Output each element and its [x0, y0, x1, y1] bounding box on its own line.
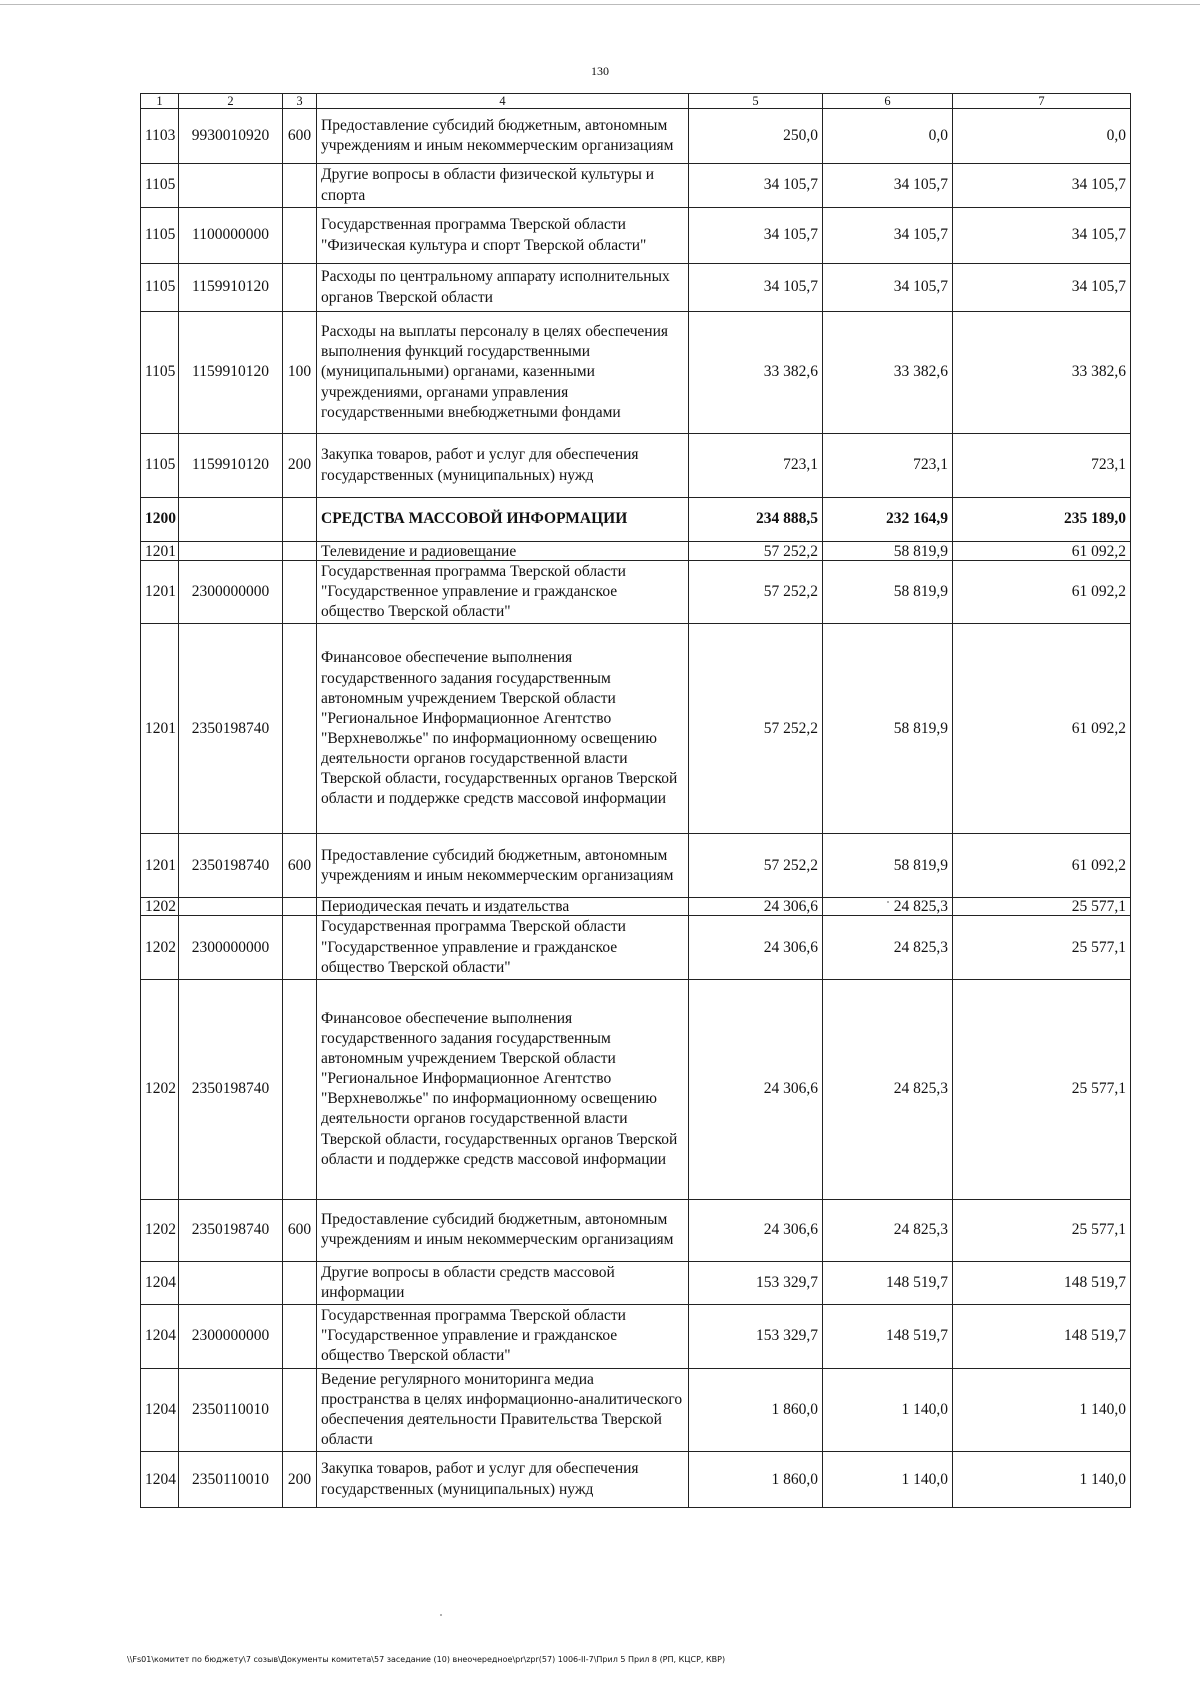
amount-col6-cell: 232 164,9	[823, 498, 953, 542]
amount-col5-cell: 24 306,6	[689, 1199, 823, 1261]
table-row	[141, 264, 1131, 312]
section-code-cell: 1103	[141, 109, 179, 164]
expense-type-code-cell: 600	[283, 834, 317, 898]
amount-col7-cell: 235 189,0	[953, 498, 1131, 542]
description-cell: Расходы на выплаты персоналу в целях обеспечения выполнения функций государственными (муниципальными) органами, казенными учреждениями, органами управления государственными внебюджетными фондами	[317, 312, 689, 434]
table-row	[141, 1452, 1131, 1508]
table-row	[141, 208, 1131, 264]
amount-col7-cell: 33 382,6	[953, 312, 1131, 434]
target-item-code-cell: 1159910120	[179, 434, 283, 498]
table-row	[141, 164, 1131, 208]
amount-col7-cell: 25 577,1	[953, 916, 1131, 979]
section-code-cell: 1201	[141, 624, 179, 834]
amount-col5-cell: 723,1	[689, 434, 823, 498]
expense-type-code-cell	[283, 979, 317, 1199]
amount-col5-cell: 250,0	[689, 109, 823, 164]
amount-col7-cell: 25 577,1	[953, 1199, 1131, 1261]
amount-col7-cell: 34 105,7	[953, 208, 1131, 264]
expense-type-code-cell	[283, 561, 317, 624]
amount-col6-cell: 34 105,7	[823, 264, 953, 312]
target-item-code-cell: 1159910120	[179, 312, 283, 434]
section-code-cell: 1105	[141, 208, 179, 264]
amount-col7-cell: 148 519,7	[953, 1261, 1131, 1304]
amount-col5-cell: 34 105,7	[689, 264, 823, 312]
section-code-cell: 1105	[141, 264, 179, 312]
target-item-code-cell: 1100000000	[179, 208, 283, 264]
expense-type-code-cell	[283, 264, 317, 312]
section-code-cell: 1204	[141, 1368, 179, 1452]
amount-col6-cell: 1 140,0	[823, 1368, 953, 1452]
table-row	[141, 834, 1131, 898]
description-cell: Ведение регулярного мониторинга медиа пространства в целях информационно-аналитического обеспечения деятельности Правительства Тверской области	[317, 1368, 689, 1452]
expense-type-code-cell: 200	[283, 434, 317, 498]
amount-col6-cell: 34 105,7	[823, 164, 953, 208]
amount-col7-cell: 1 140,0	[953, 1452, 1131, 1508]
description-cell: Государственная программа Тверской области "Государственное управление и гражданское общество Тверской области"	[317, 916, 689, 979]
amount-col5-cell: 1 860,0	[689, 1452, 823, 1508]
description-cell: СРЕДСТВА МАССОВОЙ ИНФОРМАЦИИ	[317, 498, 689, 542]
description-cell: Периодическая печать и издательства	[317, 898, 689, 916]
section-code-cell: 1202	[141, 898, 179, 916]
amount-col5-cell: 24 306,6	[689, 898, 823, 916]
table-row	[141, 1305, 1131, 1368]
column-number-row	[141, 94, 1131, 109]
amount-col7-cell: 148 519,7	[953, 1305, 1131, 1368]
amount-col7-cell: 61 092,2	[953, 834, 1131, 898]
description-cell: Финансовое обеспечение выполнения государственного задания государственным автономным учреждением Тверской области "Региональное Информационное Агентство "Верхневолжье" по информационному освещению деятельности органов государственной власти Тверской области, государственных органов Тверской области и поддержке средств массовой информации	[317, 979, 689, 1199]
scan-speck	[440, 1614, 442, 1616]
target-item-code-cell: 9930010920	[179, 109, 283, 164]
amount-col6-cell: 24 825,3	[823, 979, 953, 1199]
amount-col6-cell: 58 819,9	[823, 542, 953, 561]
table-row	[141, 1368, 1131, 1452]
section-code-cell: 1204	[141, 1305, 179, 1368]
column-number: 3	[283, 94, 317, 109]
target-item-code-cell: 2350110010	[179, 1452, 283, 1508]
description-cell: Предоставление субсидий бюджетным, автономным учреждениям и иным некоммерческим организациям	[317, 109, 689, 164]
amount-col6-cell: 24 825,3	[823, 1199, 953, 1261]
target-item-code-cell: 2350198740	[179, 1199, 283, 1261]
amount-col7-cell: 61 092,2	[953, 561, 1131, 624]
expense-type-code-cell	[283, 624, 317, 834]
amount-col6-cell: 148 519,7	[823, 1261, 953, 1304]
description-cell: Закупка товаров, работ и услуг для обеспечения государственных (муниципальных) нужд	[317, 434, 689, 498]
target-item-code-cell: 2350110010	[179, 1368, 283, 1452]
column-number: 1	[141, 94, 179, 109]
amount-col6-cell: 58 819,9	[823, 624, 953, 834]
table-row	[141, 898, 1131, 916]
column-number: 2	[179, 94, 283, 109]
amount-col6-cell: 58 819,9	[823, 834, 953, 898]
table-row	[141, 109, 1131, 164]
amount-col5-cell: 57 252,2	[689, 542, 823, 561]
amount-col5-cell: 33 382,6	[689, 312, 823, 434]
section-code-cell: 1105	[141, 312, 179, 434]
expense-type-code-cell	[283, 542, 317, 561]
amount-col5-cell: 57 252,2	[689, 624, 823, 834]
target-item-code-cell: 2350198740	[179, 979, 283, 1199]
column-number: 4	[317, 94, 689, 109]
amount-col6-cell: 58 819,9	[823, 561, 953, 624]
target-item-code-cell: 1159910120	[179, 264, 283, 312]
file-path-footer: \\Fs01\комитет по бюджету\7 созыв\Документы комитета\57 заседание (10) внеочередное\pr\zpr(57) 1006-II-7\Прил 5 Прил 8 (РП, КЦСР, КВР)	[127, 1655, 726, 1664]
amount-col5-cell: 24 306,6	[689, 979, 823, 1199]
expense-type-code-cell	[283, 498, 317, 542]
description-cell: Финансовое обеспечение выполнения государственного задания государственным автономным учреждением Тверской области "Региональное Информационное Агентство "Верхневолжье" по информационному освещению деятельности органов государственной власти Тверской области, государственных органов Тверской области и поддержке средств массовой информации	[317, 624, 689, 834]
scan-speck	[887, 901, 889, 903]
amount-col7-cell: 0,0	[953, 109, 1131, 164]
target-item-code-cell: 2300000000	[179, 916, 283, 979]
page-number: 130	[591, 64, 609, 78]
table-row	[141, 542, 1131, 561]
section-code-cell: 1202	[141, 916, 179, 979]
target-item-code-cell: 2350198740	[179, 624, 283, 834]
amount-col5-cell: 57 252,2	[689, 561, 823, 624]
amount-col7-cell: 1 140,0	[953, 1368, 1131, 1452]
expense-type-code-cell	[283, 1305, 317, 1368]
table-row	[141, 434, 1131, 498]
description-cell: Расходы по центральному аппарату исполнительных органов Тверской области	[317, 264, 689, 312]
amount-col5-cell: 234 888,5	[689, 498, 823, 542]
amount-col7-cell: 25 577,1	[953, 898, 1131, 916]
expense-type-code-cell	[283, 898, 317, 916]
expense-type-code-cell	[283, 1261, 317, 1304]
description-cell: Государственная программа Тверской области "Физическая культура и спорт Тверской области"	[317, 208, 689, 264]
table-row	[141, 561, 1131, 624]
target-item-code-cell	[179, 164, 283, 208]
amount-col6-cell: 1 140,0	[823, 1452, 953, 1508]
table-row	[141, 498, 1131, 542]
top-edge-line	[0, 4, 1200, 5]
amount-col5-cell: 153 329,7	[689, 1305, 823, 1368]
expense-type-code-cell: 100	[283, 312, 317, 434]
amount-col7-cell: 25 577,1	[953, 979, 1131, 1199]
amount-col7-cell: 61 092,2	[953, 542, 1131, 561]
section-code-cell: 1105	[141, 434, 179, 498]
section-code-cell: 1200	[141, 498, 179, 542]
section-code-cell: 1204	[141, 1452, 179, 1508]
expense-type-code-cell	[283, 208, 317, 264]
target-item-code-cell	[179, 498, 283, 542]
amount-col5-cell: 24 306,6	[689, 916, 823, 979]
amount-col6-cell: 33 382,6	[823, 312, 953, 434]
target-item-code-cell: 2300000000	[179, 1305, 283, 1368]
amount-col7-cell: 61 092,2	[953, 624, 1131, 834]
table-row	[141, 979, 1131, 1199]
amount-col7-cell: 34 105,7	[953, 264, 1131, 312]
column-number: 7	[953, 94, 1131, 109]
column-number: 5	[689, 94, 823, 109]
amount-col6-cell: 24 825,3	[823, 898, 953, 916]
target-item-code-cell	[179, 1261, 283, 1304]
expense-type-code-cell	[283, 916, 317, 979]
description-cell: Закупка товаров, работ и услуг для обеспечения государственных (муниципальных) нужд	[317, 1452, 689, 1508]
table-row	[141, 1199, 1131, 1261]
section-code-cell: 1201	[141, 561, 179, 624]
description-cell: Предоставление субсидий бюджетным, автономным учреждениям и иным некоммерческим организациям	[317, 1199, 689, 1261]
amount-col6-cell: 0,0	[823, 109, 953, 164]
amount-col7-cell: 34 105,7	[953, 164, 1131, 208]
expense-type-code-cell: 600	[283, 109, 317, 164]
section-code-cell: 1201	[141, 542, 179, 561]
description-cell: Предоставление субсидий бюджетным, автономным учреждениям и иным некоммерческим организациям	[317, 834, 689, 898]
amount-col6-cell: 723,1	[823, 434, 953, 498]
section-code-cell: 1202	[141, 979, 179, 1199]
amount-col6-cell: 148 519,7	[823, 1305, 953, 1368]
section-code-cell: 1204	[141, 1261, 179, 1304]
target-item-code-cell: 2300000000	[179, 561, 283, 624]
table-row	[141, 312, 1131, 434]
amount-col5-cell: 57 252,2	[689, 834, 823, 898]
amount-col5-cell: 153 329,7	[689, 1261, 823, 1304]
amount-col5-cell: 1 860,0	[689, 1368, 823, 1452]
amount-col6-cell: 24 825,3	[823, 916, 953, 979]
expense-type-code-cell: 600	[283, 1199, 317, 1261]
description-cell: Другие вопросы в области физической культуры и спорта	[317, 164, 689, 208]
expense-type-code-cell: 200	[283, 1452, 317, 1508]
section-code-cell: 1201	[141, 834, 179, 898]
description-cell: Телевидение и радиовещание	[317, 542, 689, 561]
description-cell: Государственная программа Тверской области "Государственное управление и гражданское общество Тверской области"	[317, 1305, 689, 1368]
description-cell: Государственная программа Тверской области "Государственное управление и гражданское общество Тверской области"	[317, 561, 689, 624]
description-cell: Другие вопросы в области средств массовой информации	[317, 1261, 689, 1304]
target-item-code-cell: 2350198740	[179, 834, 283, 898]
amount-col7-cell: 723,1	[953, 434, 1131, 498]
section-code-cell: 1105	[141, 164, 179, 208]
budget-table	[140, 93, 1131, 1508]
amount-col5-cell: 34 105,7	[689, 208, 823, 264]
expense-type-code-cell	[283, 1368, 317, 1452]
table-row	[141, 916, 1131, 979]
expense-type-code-cell	[283, 164, 317, 208]
amount-col5-cell: 34 105,7	[689, 164, 823, 208]
table-row	[141, 1261, 1131, 1304]
section-code-cell: 1202	[141, 1199, 179, 1261]
column-number: 6	[823, 94, 953, 109]
table-row	[141, 624, 1131, 834]
target-item-code-cell	[179, 898, 283, 916]
target-item-code-cell	[179, 542, 283, 561]
amount-col6-cell: 34 105,7	[823, 208, 953, 264]
